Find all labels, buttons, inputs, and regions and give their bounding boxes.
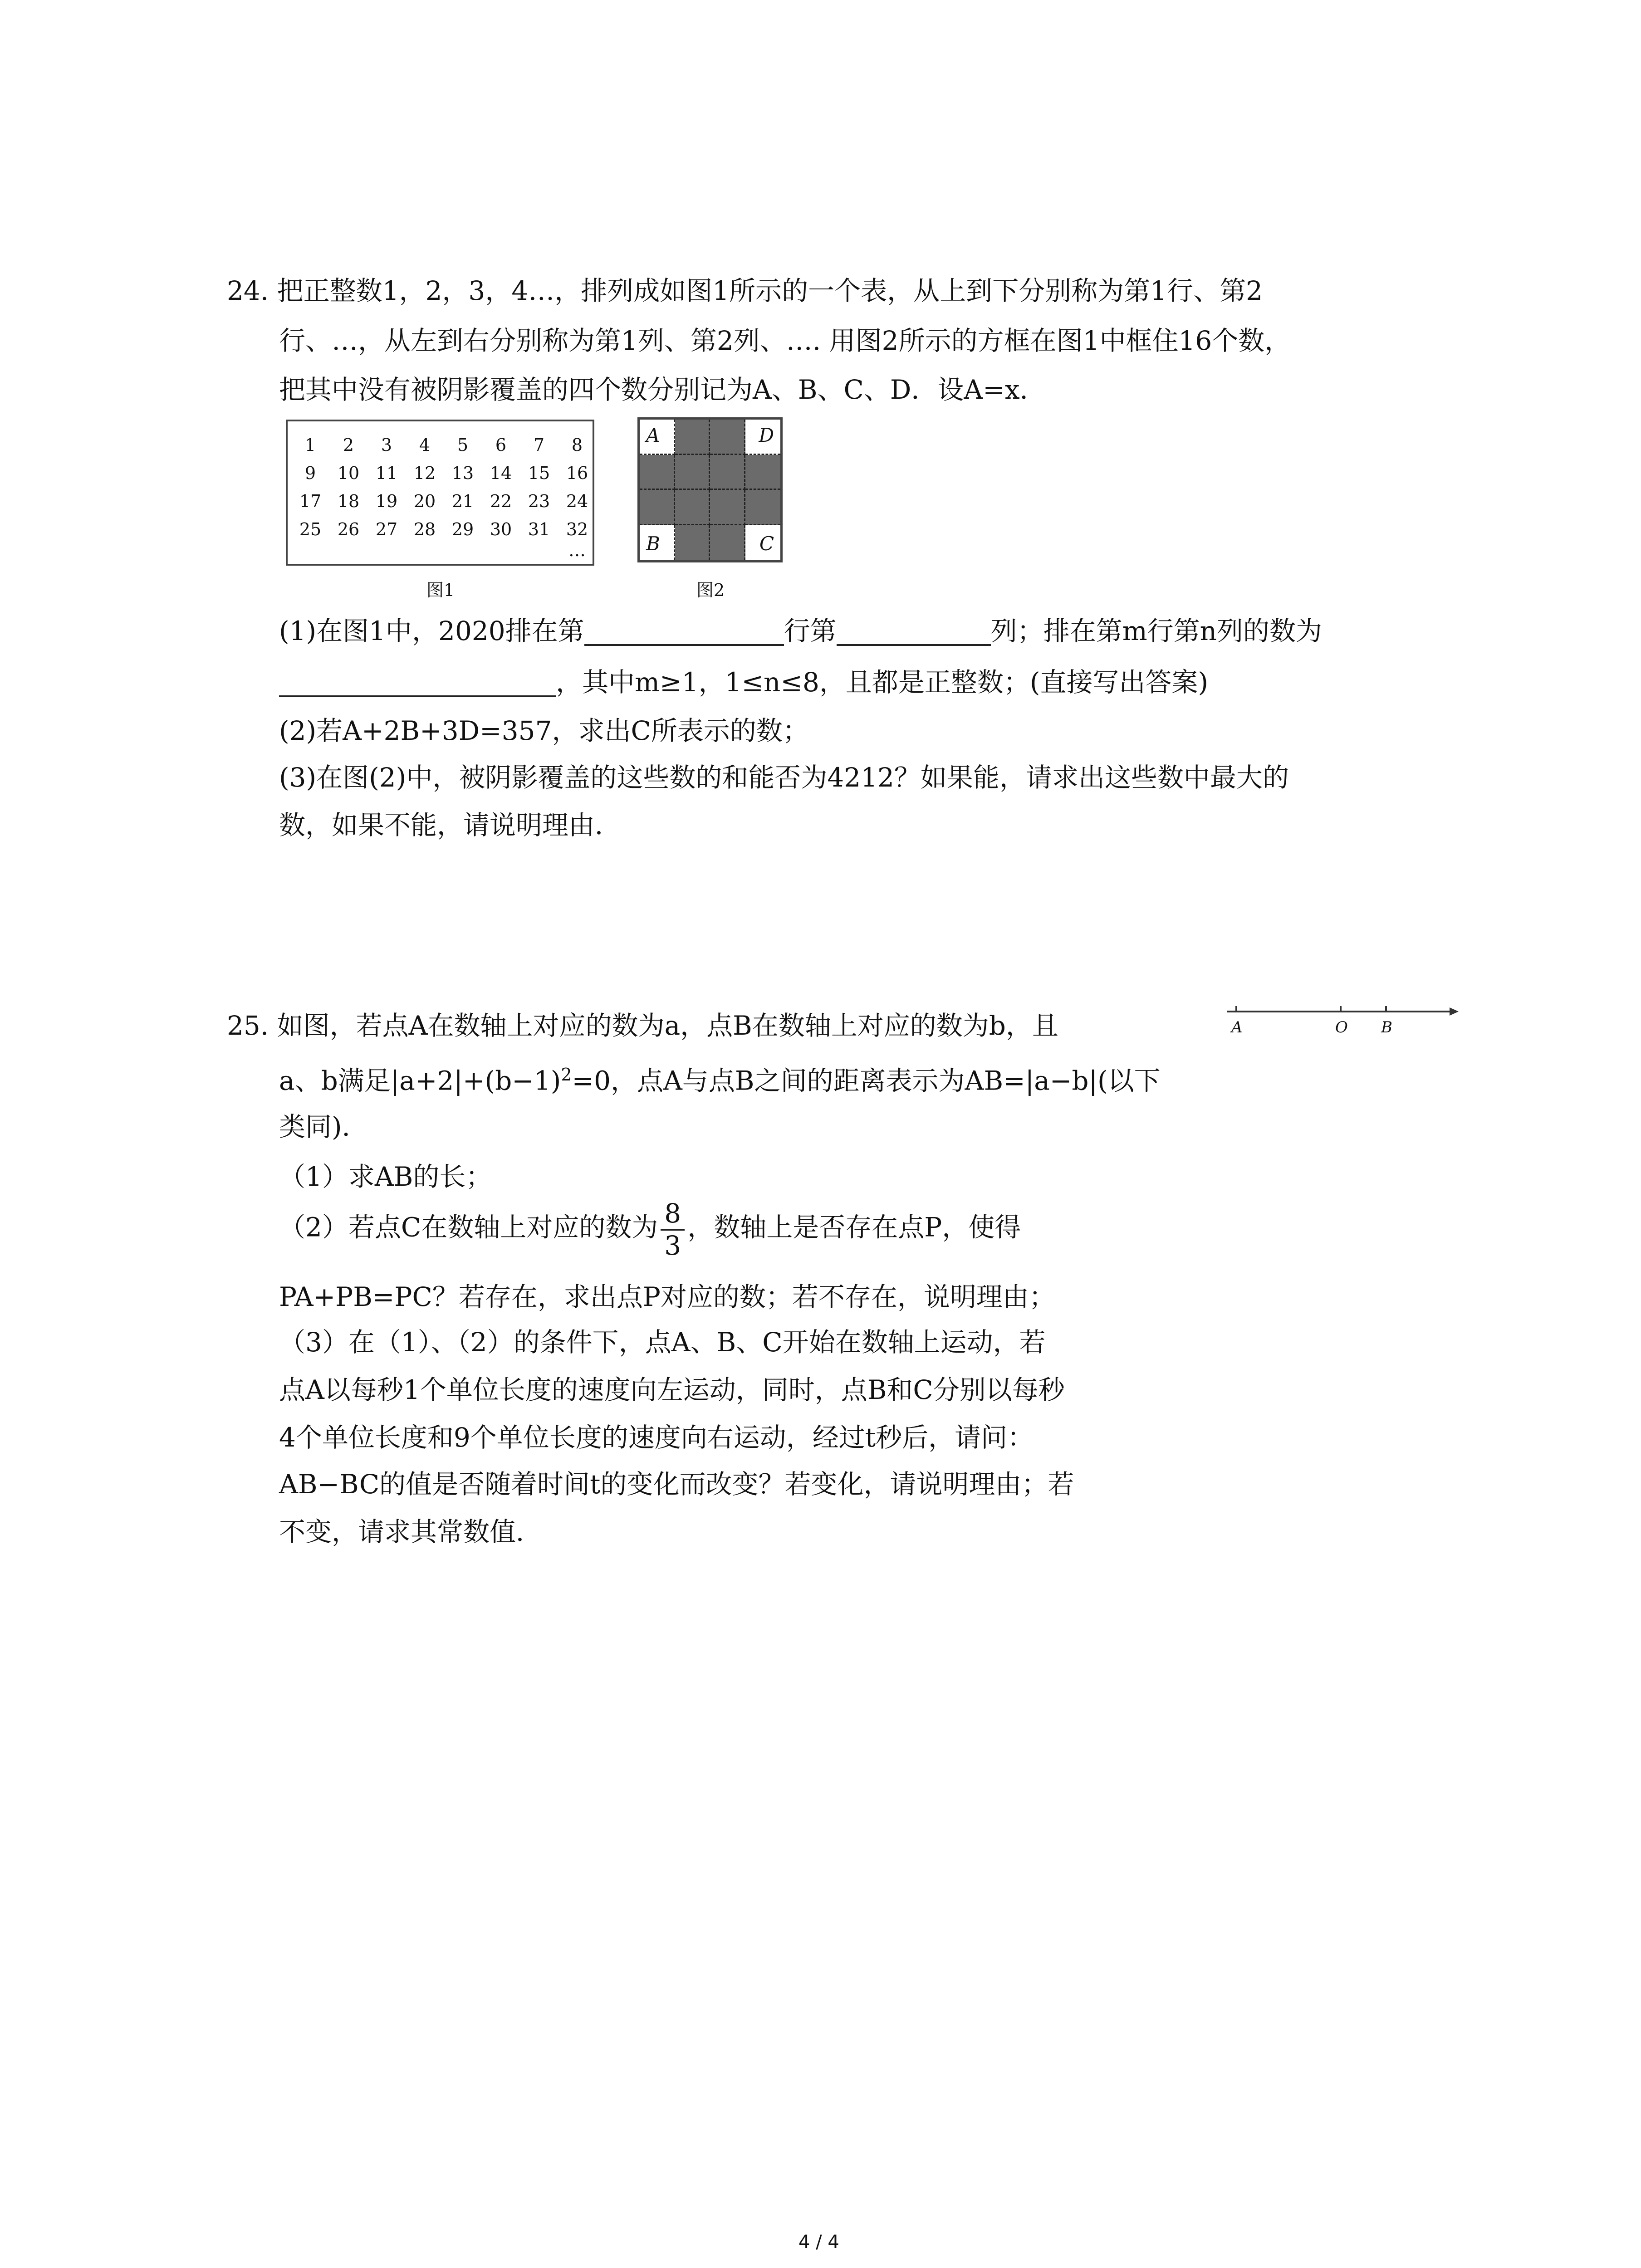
frame-cell-shaded [710, 455, 745, 490]
figure-2-caption: 图2 [696, 580, 725, 600]
q25-part3-line3: 4个单位长度和9个单位长度的速度向右运动，经过t秒后，请问： [279, 1422, 1034, 1453]
q24-line2: 行、…，从左到右分别称为第1列、第2列、…. 用图2所示的方框在图1中框住16个数， [279, 325, 1291, 356]
corner-label-d: D [759, 424, 774, 446]
frame-cell-shaded [640, 455, 675, 490]
axis-arrow [1450, 1007, 1459, 1016]
q25-part2-text-b: ，数轴上是否存在点P，使得 [687, 1212, 1021, 1243]
table-cell: 30 [490, 519, 512, 539]
frame-cell-shaded [710, 525, 745, 561]
page-number: 4 / 4 [798, 2232, 839, 2253]
q25-line2-text-b: =0，点A与点B之间的距离表示为AB=|a−b|(以下 [572, 1065, 1161, 1096]
corner-label-a: A [646, 424, 660, 446]
q24-part1-text-c: 列；排在第m行第n列的数为 [990, 616, 1323, 646]
q25-part2-text-a: （2）若点C在数轴上对应的数为 [279, 1212, 658, 1243]
table-cell: 25 [299, 519, 322, 539]
q24-line3: 把其中没有被阴影覆盖的四个数分别记为A、B、C、D．设A=x． [279, 374, 1046, 405]
table-cell: 22 [490, 491, 512, 511]
table-cell: 21 [451, 491, 474, 511]
table-cell: 27 [375, 519, 398, 539]
table-cell: 28 [413, 519, 436, 539]
frame-cell-shaded [640, 490, 675, 525]
table-cell: 31 [528, 519, 550, 539]
q24-part3-line2: 数，如果不能，请说明理由． [279, 810, 622, 841]
table-cell: 32 [566, 519, 588, 539]
q25-part3-line2: 点A以每秒1个单位长度的速度向左运动，同时，点B和C分别以每秒 [279, 1374, 1065, 1405]
q25-line3: 类同)． [279, 1111, 368, 1142]
q25-part3-line5: 不变，请求其常数值． [279, 1516, 543, 1547]
table-cell: 19 [375, 491, 398, 511]
q25-line1: 25. 如图，若点A在数轴上对应的数为a，点B在数轴上对应的数为b，且 [227, 1010, 1058, 1041]
frame-cell-shaded [675, 455, 710, 490]
table-cell: 18 [337, 491, 360, 511]
table-cell: 20 [413, 491, 436, 511]
answer-blank-expression[interactable] [279, 669, 556, 697]
table-cell: 23 [528, 491, 550, 511]
figure-2-frame [637, 417, 783, 562]
frame-cell-shaded [675, 525, 710, 561]
table-cell: 5 [457, 435, 469, 455]
number-line-label-o: O [1335, 1018, 1348, 1036]
table-cell: 3 [381, 435, 392, 455]
frame-cell-shaded [675, 490, 710, 525]
exponent: 2 [561, 1065, 572, 1085]
q24-part2: (2)若A+2B+3D=357，求出C所表示的数； [279, 715, 809, 746]
table-cell: 9 [304, 463, 316, 483]
q24-part1-text-d: ，其中m≥1，1≤n≤8，且都是正整数；(直接写出答案) [556, 667, 1209, 698]
answer-blank-column[interactable] [837, 618, 991, 646]
q24-line1: 24. 把正整数1，2，3，4…，排列成如图1所示的一个表，从上到下分别称为第1行、第2 [227, 275, 1263, 306]
fraction-numerator: 8 [661, 1198, 685, 1231]
table-cell: 1 [304, 435, 316, 455]
table-cell: 26 [337, 519, 360, 539]
number-line-label-a: A [1231, 1018, 1243, 1036]
table-cell: 24 [566, 491, 588, 511]
frame-cell-shaded [745, 490, 781, 525]
answer-blank-row[interactable] [584, 618, 784, 646]
number-line-label-b: B [1381, 1018, 1392, 1036]
table-ellipsis: … [568, 540, 586, 560]
corner-label-b: B [646, 533, 660, 555]
table-cell: 4 [419, 435, 431, 455]
q24-part1-text-b: 行第 [784, 616, 837, 646]
frame-cell-shaded [710, 420, 745, 455]
table-cell: 29 [451, 519, 474, 539]
q25-part2-line2: PA+PB=PC？若存在，求出点P对应的数；若不存在，说明理由； [279, 1281, 1055, 1312]
fraction-denominator: 3 [664, 1230, 681, 1261]
table-cell: 14 [490, 463, 512, 483]
q25-part1: （1）求AB的长； [279, 1161, 492, 1192]
q25-part2-line1 [279, 1198, 1021, 1261]
q24-part3-line1: (3)在图(2)中，被阴影覆盖的这些数的和能否为4212？如果能，请求出这些数中最大的 [279, 762, 1289, 793]
frame-cell-shaded [745, 455, 781, 490]
table-cell: 2 [343, 435, 354, 455]
table-cell: 7 [533, 435, 545, 455]
figure-1-table [286, 420, 594, 566]
q25-line2-text-a: a、b满足|a+2|+(b−1) [279, 1065, 561, 1096]
q24-part1-text-a: (1)在图1中，2020排在第 [279, 616, 584, 646]
q24-part1-line1 [279, 618, 1322, 646]
frame-cell-shaded [710, 490, 745, 525]
corner-label-c: C [759, 533, 774, 555]
table-cell: 15 [528, 463, 550, 483]
fraction-eight-thirds [661, 1198, 685, 1261]
q25-part3-line1: （3）在（1）、（2）的条件下，点A、B、C开始在数轴上运动，若 [279, 1327, 1046, 1358]
table-cell: 6 [495, 435, 507, 455]
number-line-figure [1225, 1000, 1461, 1046]
table-cell: 17 [299, 491, 322, 511]
q25-part3-line4: AB−BC的值是否随着时间t的变化而改变？若变化，请说明理由；若 [279, 1469, 1074, 1500]
table-cell: 16 [566, 463, 588, 483]
figure-1-caption: 图1 [426, 580, 455, 600]
q25-line2 [279, 1066, 1161, 1094]
table-cell: 8 [571, 435, 583, 455]
table-cell: 12 [413, 463, 436, 483]
table-cell: 10 [337, 463, 360, 483]
table-cell: 13 [451, 463, 474, 483]
frame-cell-shaded [675, 420, 710, 455]
table-cell: 11 [375, 463, 398, 483]
q24-part1-line2 [279, 669, 1208, 697]
